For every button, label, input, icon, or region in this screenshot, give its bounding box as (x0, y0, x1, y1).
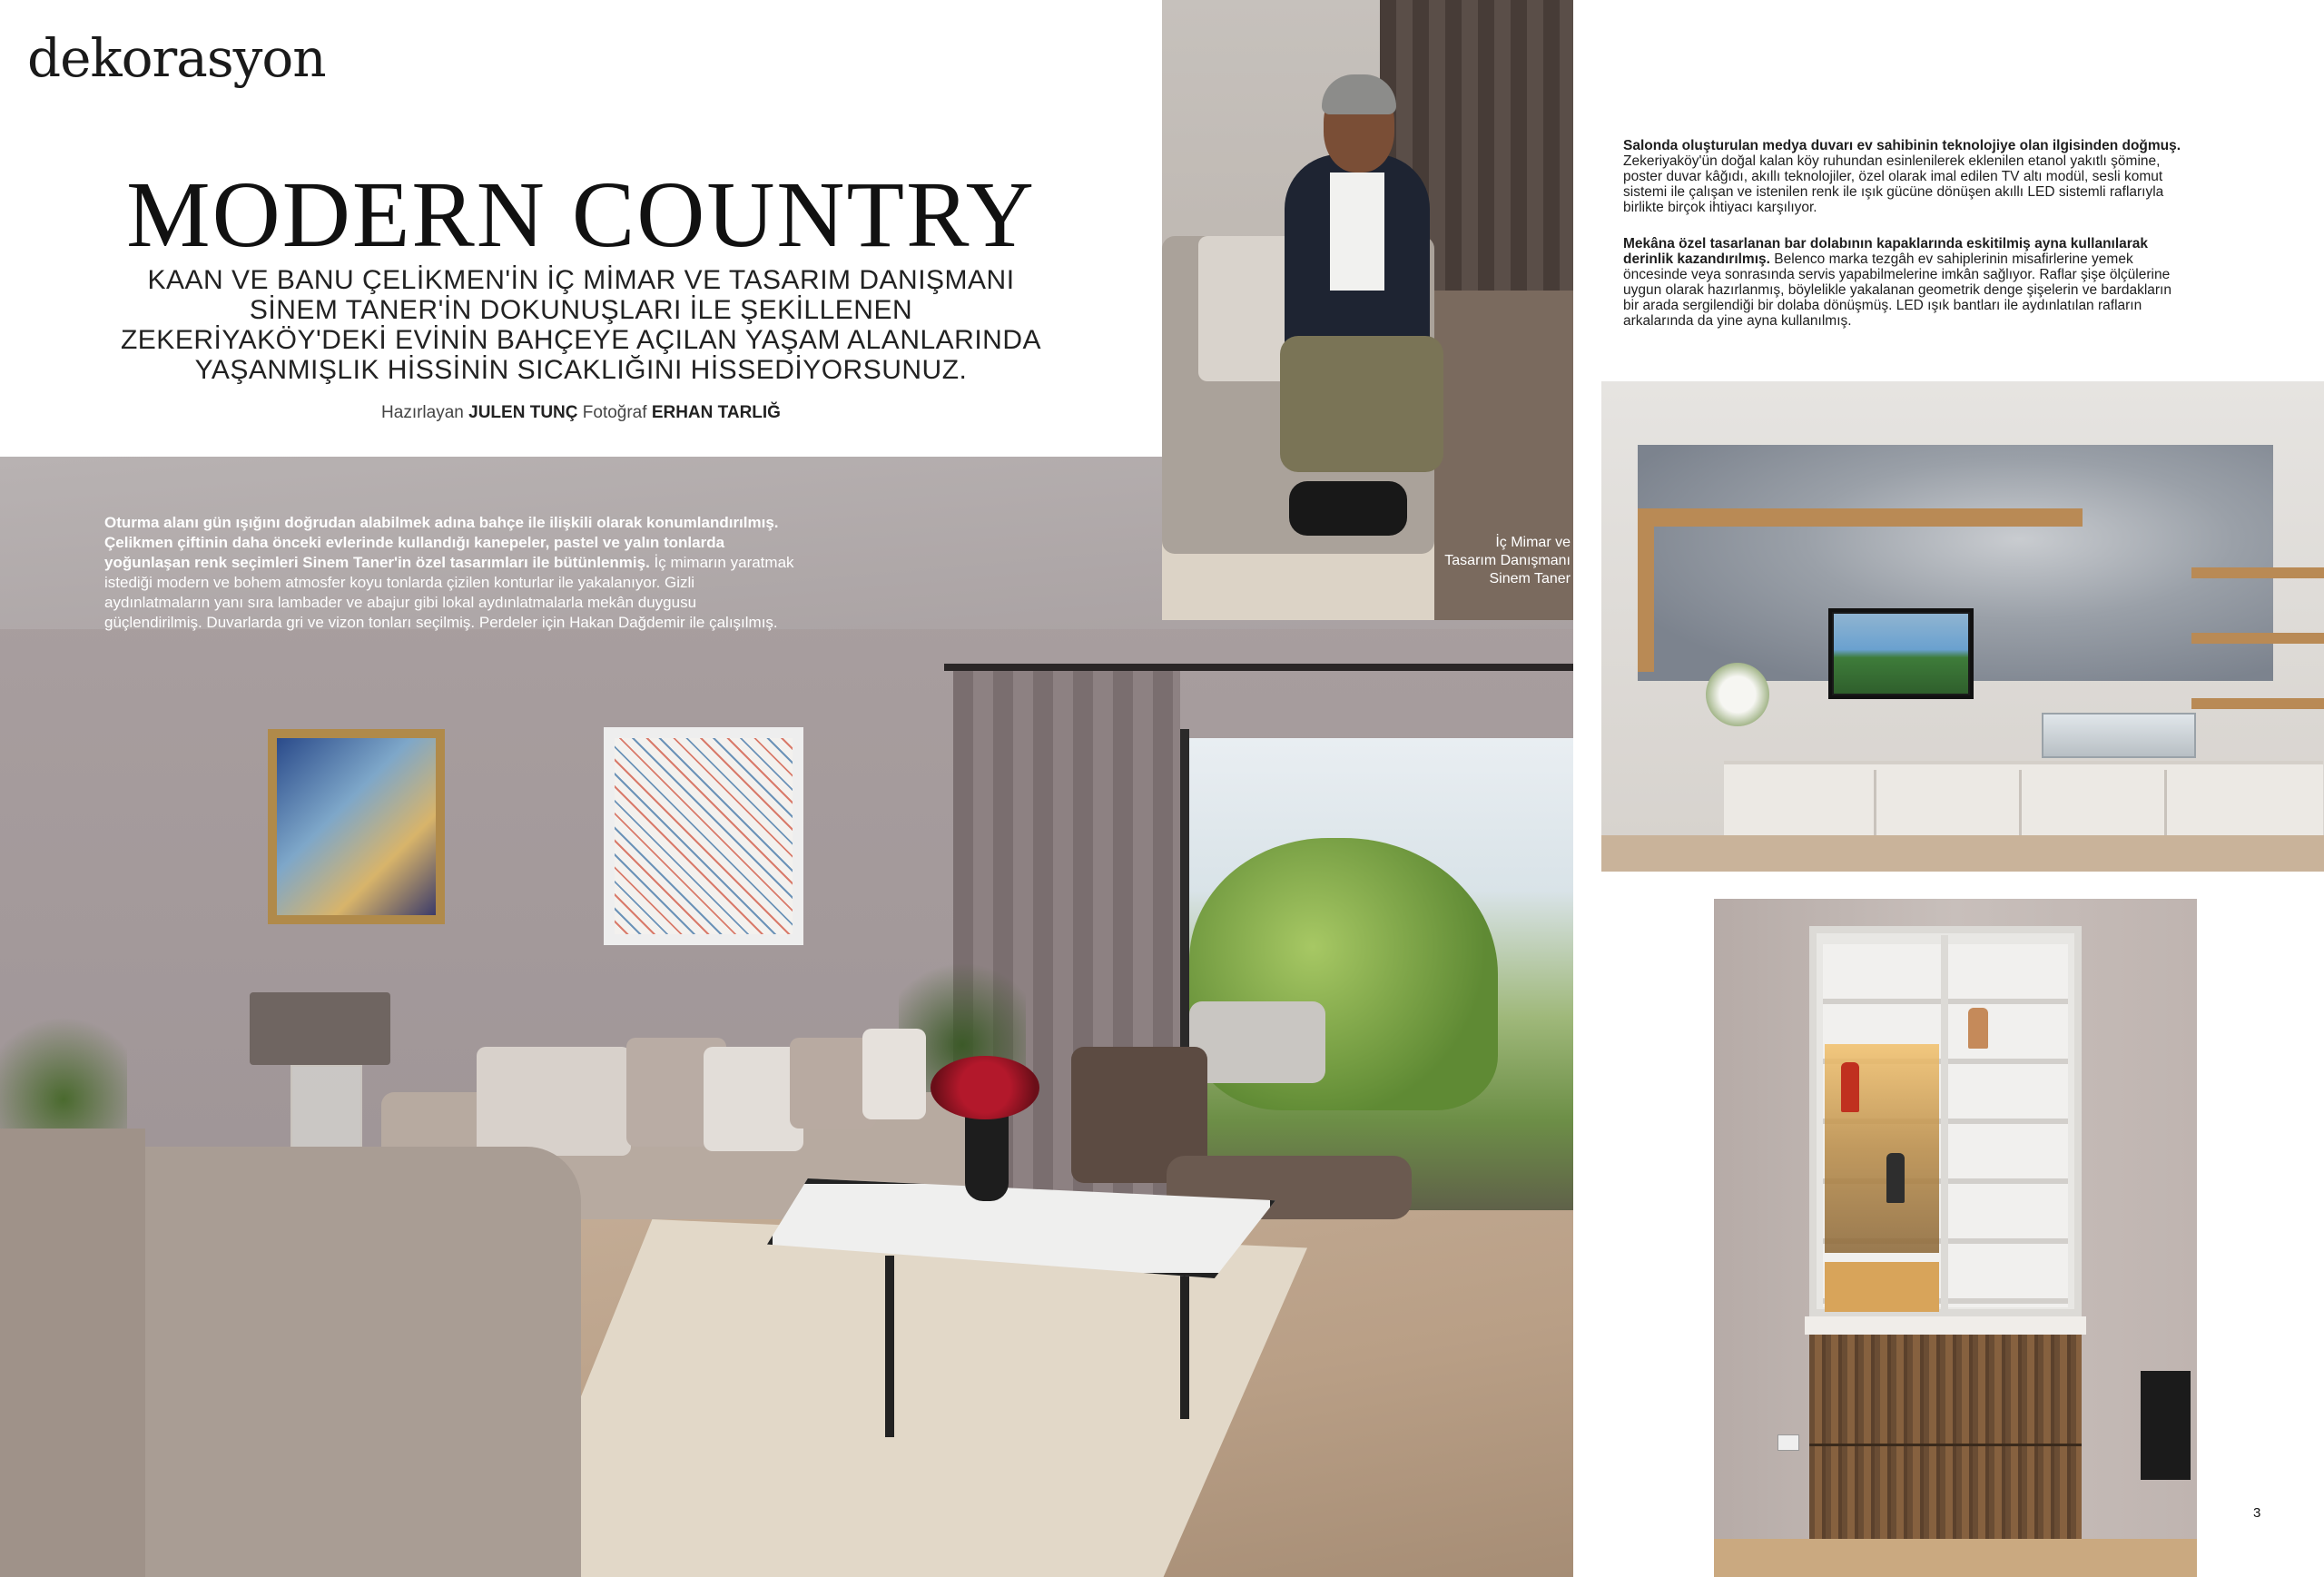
credit-prepared-name: JULEN TUNÇ (468, 403, 578, 422)
living-room-caption (104, 513, 794, 633)
designer-portrait-photo (1162, 0, 1573, 620)
table-lamp-shade (250, 992, 390, 1065)
bar-cabinet-photo (1714, 899, 2197, 1577)
bottle (1968, 1008, 1988, 1049)
cabinet-divider (2019, 770, 2022, 841)
bar-divider (1941, 935, 1948, 1316)
wood-shelf-side (1638, 508, 1654, 672)
table-leg (885, 1256, 894, 1437)
table-leg (1180, 1256, 1189, 1419)
designer-shoes (1289, 481, 1407, 536)
article-intro: KAAN VE BANU ÇELİKMEN'İN İÇ MİMAR VE TASARIM DANIŞMANI SİNEM TANER'İN DOKUNUŞLARI İLE ŞEKİLLENEN ZEKERİYAKÖY'DEKİ EVİNİN BAHÇEYE AÇILAN YAŞAM ALANLARINDA YAŞANMIŞLIK HİSSİNİN SICAKLIĞINI HİSSEDİYORSUNUZ. (120, 265, 1042, 385)
paragraph-bold: Mekâna özel tasarlanan bar dolabının kapaklarında eskitilmiş ayna kullanılarak derinlik kazandırılmış. (1623, 236, 2149, 267)
media-wall-photo (1601, 381, 2324, 872)
television-screen (1834, 614, 1968, 694)
bottle (1841, 1062, 1859, 1112)
plant-pot (2141, 1371, 2191, 1480)
living-caption-bold: Oturma alanı gün ışığını doğrudan alabilmek adına bahçe ile ilişkili olarak konumlandırılmış. Çelikmen çiftinin daha önceki evlerinde kullandığı kanepeler, pastel ve yalın tonlarda yoğunlaşan renk seçimleri Sinem Taner'in özel tasarımları ile bütünlenmiş. (104, 514, 779, 571)
cushion (862, 1029, 926, 1119)
door-seam (1809, 1444, 2082, 1446)
right-column-text (1623, 138, 2186, 350)
roses (931, 1056, 1039, 1119)
bar-floor (1714, 1539, 2197, 1577)
painting-faces (268, 729, 445, 924)
curtain-rail (944, 664, 1573, 671)
page-number: 3 (2253, 1505, 2261, 1521)
paragraph-text: Belenco marka tezgâh ev sahiplerinin misafirlerine yemek öncesinde veya sonrasında servis yapabilmelerine imkân sağlıyor. Raflar şişe ölçülerine uygun olarak hazırlanmış, böylelikle yakalanan geometrik denge şişelerin ve bardakların bir arada sergilendiği bir dolaba dönüşmüş. LED ışık bantları ile aydınlatılan rafların arkalarında da yine ayna kullanılmış. (1623, 251, 2171, 329)
bottle (1886, 1153, 1905, 1203)
flower-vase (1706, 663, 1769, 726)
living-caption-text: İç mimarın yaratmak istediği modern ve bohem atmosfer koyu tonlarda çizilen konturlar ile yakalanıyor. Gizli aydınlatmaların yanı sıra lambader ve abajur gibi lokal aydınlatmalarla mekân duygusu güçlendirilmiş. Duvarlarda gri ve vizon tonları seçilmiş. Perdeler için Hakan Dağdemir ile çalışılmış. (104, 554, 794, 631)
garden-chair (1189, 1001, 1325, 1083)
designer-shirt (1330, 172, 1384, 291)
paragraph-bold: Salonda oluşturulan medya duvarı ev sahibinin teknolojiye olan ilgisinden doğmuş. (1623, 138, 2181, 153)
fireplace (2042, 713, 2196, 758)
portrait-caption-line: Tasarım Danışmanı (1444, 553, 1571, 568)
tv-cabinet (1724, 761, 2323, 846)
article-credit (0, 403, 1162, 423)
credit-photo-label: Fotoğraf (582, 403, 647, 422)
cushion (704, 1047, 803, 1151)
portrait-caption-line: Sinem Taner (1489, 571, 1571, 586)
led-lit-niche (1825, 1262, 1939, 1312)
wood-shelf (1638, 508, 2083, 527)
credit-photo-name: ERHAN TARLIĞ (651, 403, 781, 422)
paragraph-media-wall (1623, 138, 2186, 215)
sofa-arm (0, 1129, 145, 1577)
section-label: dekorasyon (27, 27, 326, 89)
credit-prepared-label: Hazırlayan (381, 403, 464, 422)
cushion (477, 1047, 631, 1156)
cabinet-divider (1874, 770, 1876, 841)
portrait-caption-line: İç Mimar ve (1495, 535, 1571, 550)
portrait-caption (1403, 534, 1571, 588)
designer-pants (1280, 336, 1443, 472)
paragraph-text: Zekeriyaköy'ün doğal kalan köy ruhundan esinlenilerek eklenilen etanol yakıtlı şömine, poster duvar kâğıdı, akıllı teknolojiler, özel olarak imal edilen TV altı modül, sesli komut sistemi ile çalışan ve istenilen renk ile ışık gücüne dönüşen akıllı LED sistemli raflarıyla birlikte birçok ihtiyacı karşılıyor. (1623, 153, 2164, 215)
painting-abstract (604, 727, 803, 945)
paragraph-bar-cabinet (1623, 236, 2186, 329)
side-shelves (2191, 513, 2324, 758)
wall-outlet (1777, 1434, 1799, 1451)
cabinet-divider (2164, 770, 2167, 841)
tv-floor (1601, 835, 2324, 872)
bar-counter (1805, 1316, 2086, 1335)
article-title: MODERN COUNTRY (126, 163, 1036, 267)
